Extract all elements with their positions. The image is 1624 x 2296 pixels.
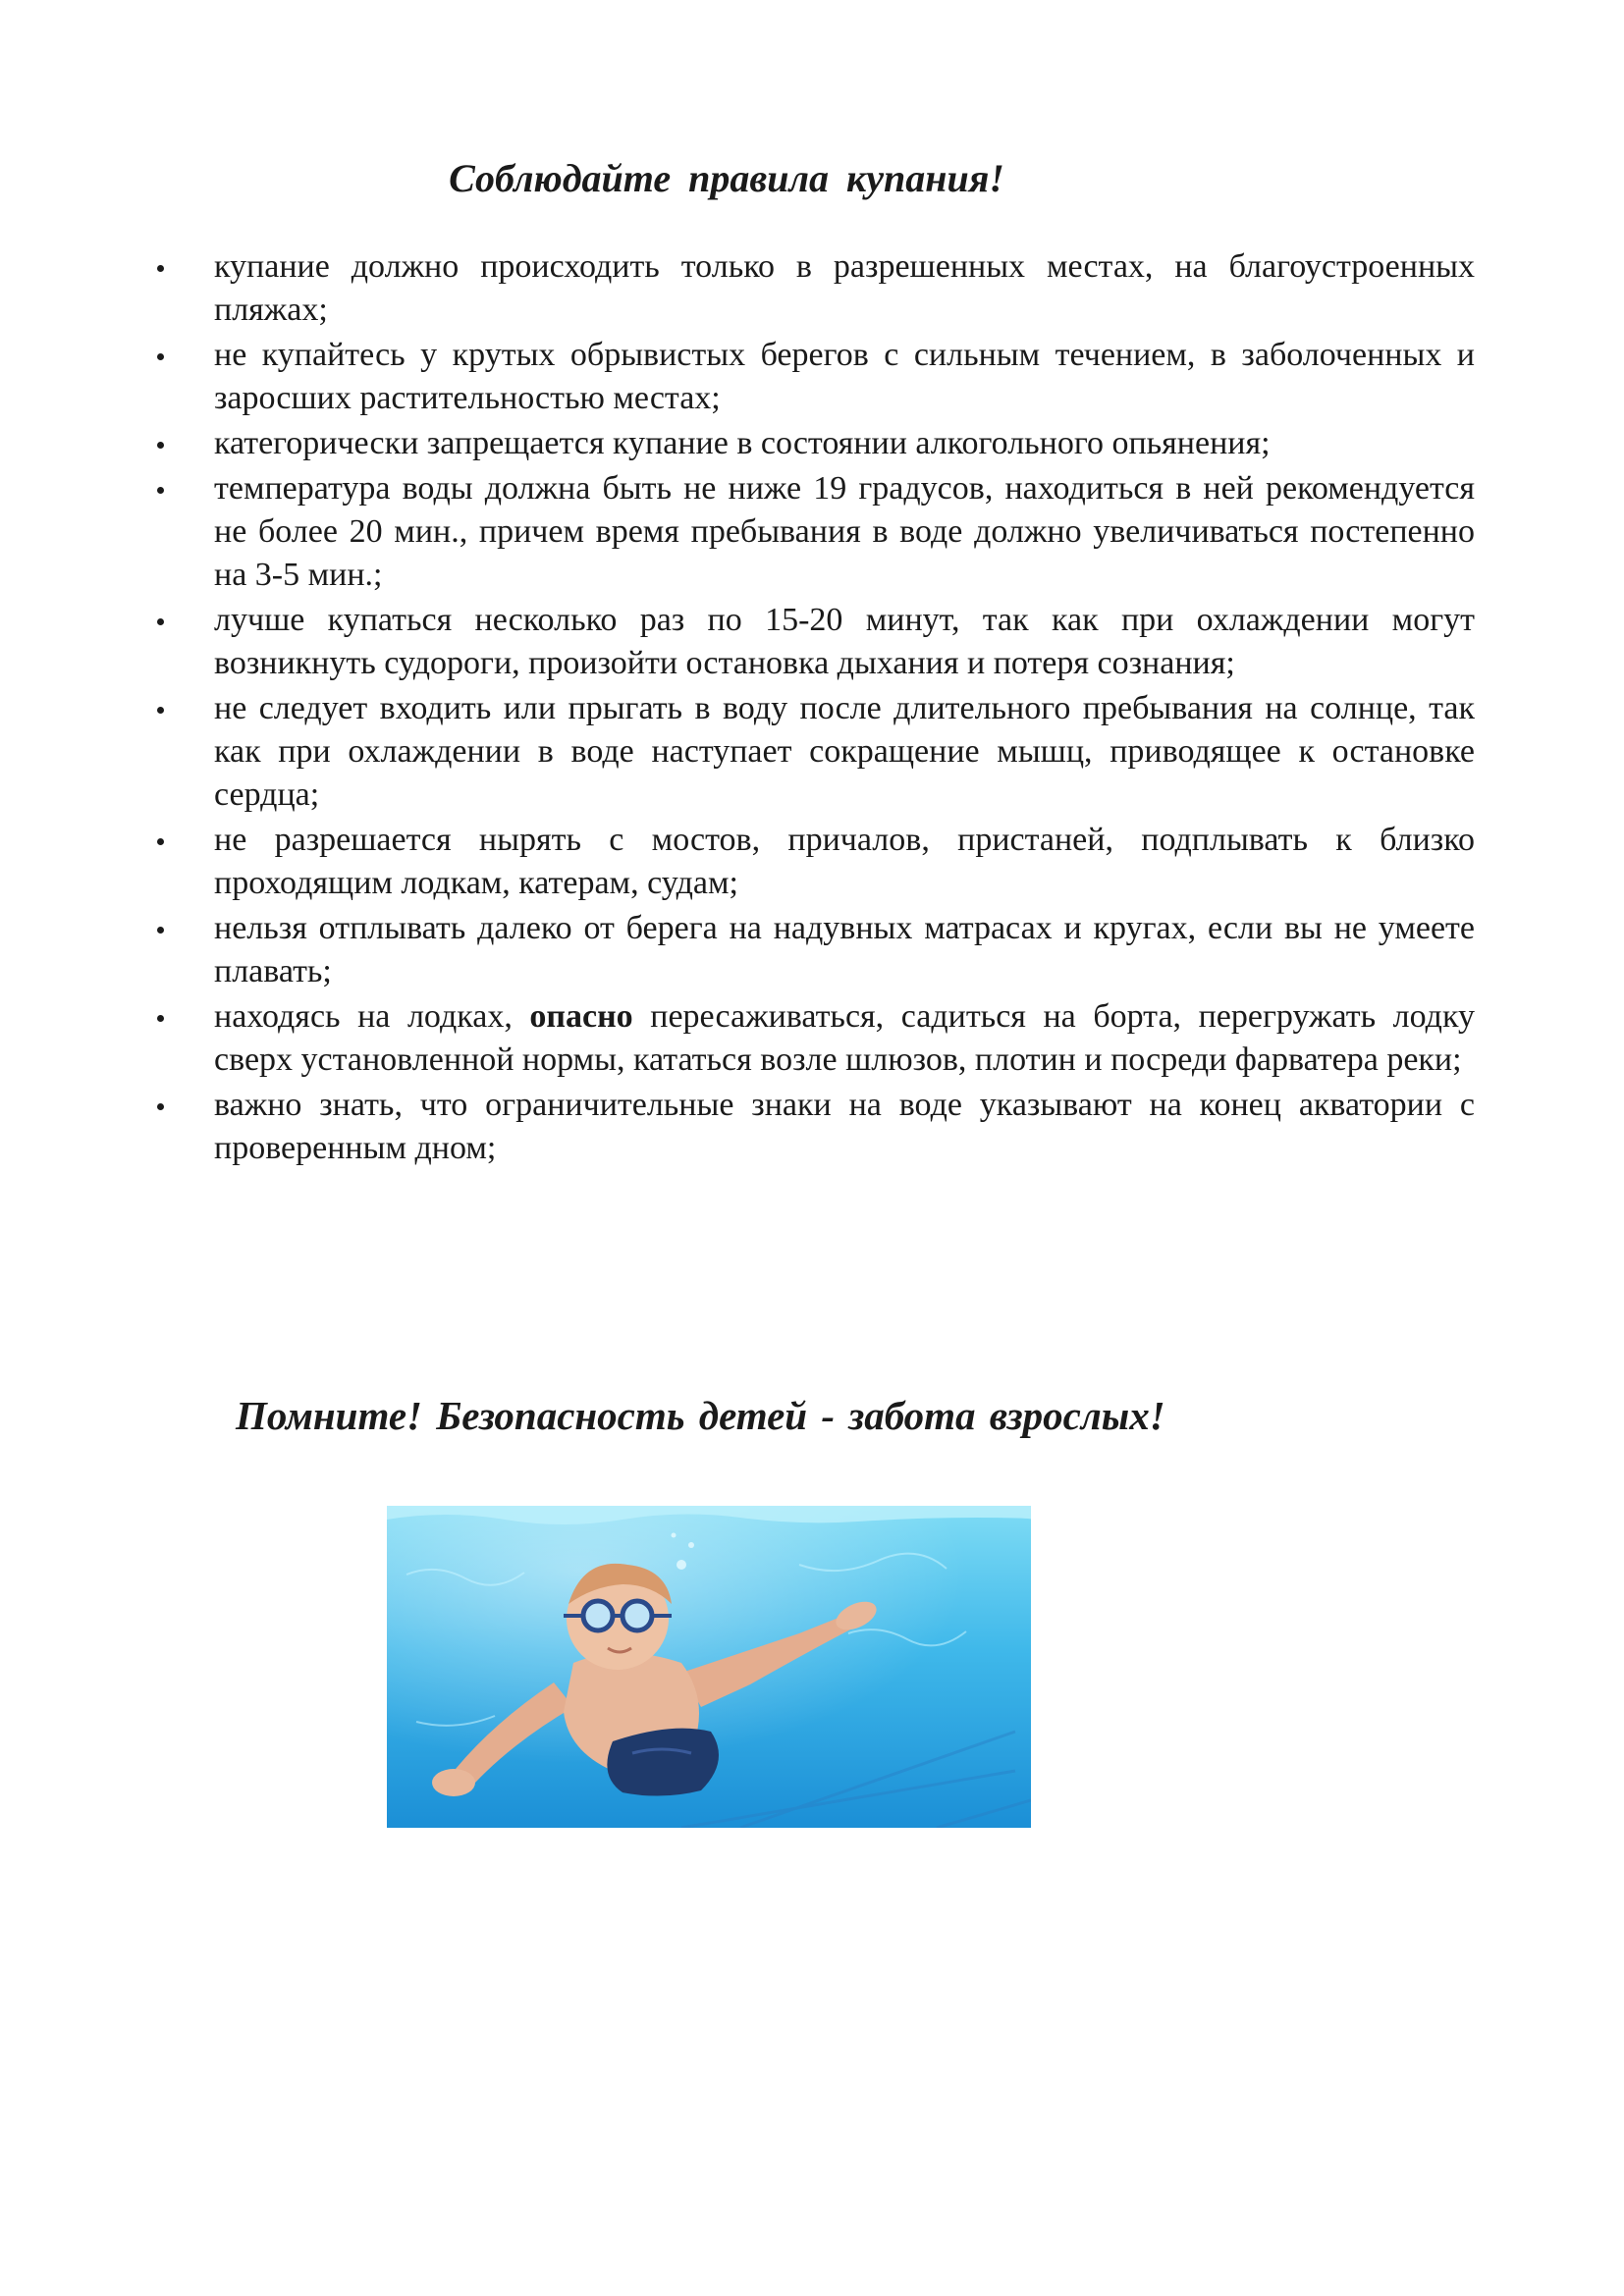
rule-item — [149, 995, 1475, 1082]
closing-slogan: Помните! Безопасность детей - забота взрослых! — [236, 1393, 1165, 1438]
bullet-icon — [157, 265, 164, 272]
bullet-icon — [157, 1103, 164, 1110]
bullet-icon — [157, 353, 164, 360]
bullet-icon — [157, 618, 164, 625]
rule-text — [214, 998, 1475, 1078]
bullet-icon — [157, 707, 164, 714]
rule-text: категорически запрещается купание в состоянии алкогольного опьянения; — [214, 425, 1271, 461]
bullet-icon — [157, 442, 164, 449]
rules-list — [149, 245, 1475, 1172]
rule-text: купание должно происходить только в разрешенных местах, на благоустроенных пляжах; — [214, 248, 1475, 328]
bullet-icon — [157, 1015, 164, 1022]
rule-text: температура воды должна быть не ниже 19 градусов, находиться в ней рекомендуется не более 20 мин., причем время пребывания в воде должно увеличиваться постепенно на 3-5 мин.; — [214, 470, 1475, 593]
rule-text-emphasis: опасно — [529, 998, 633, 1035]
rule-item — [149, 245, 1475, 332]
rule-text-after: пересаживаться, садиться на борта, перегружать лодку сверх установленной нормы, кататься возле шлюзов, плотин и посреди фарватера реки; — [214, 998, 1475, 1078]
rule-text: важно знать, что ограничительные знаки на воде указывают на конец акватории с проверенным дном; — [214, 1087, 1475, 1166]
swimming-child-photo — [387, 1506, 1031, 1828]
rule-text: не разрешается нырять с мостов, причалов, пристаней, подплывать к близко проходящим лодкам, катерам, судам; — [214, 822, 1475, 901]
bullet-icon — [157, 487, 164, 494]
bullet-icon — [157, 927, 164, 934]
rule-item — [149, 819, 1475, 905]
rule-text: не купайтесь у крутых обрывистых берегов с сильным течением, в заболоченных и заросших растительностью местах; — [214, 337, 1475, 416]
rule-item — [149, 422, 1475, 465]
bullet-icon — [157, 838, 164, 845]
page-title: Соблюдайте правила купания! — [449, 156, 1004, 200]
rule-item — [149, 467, 1475, 597]
rule-item — [149, 1084, 1475, 1170]
rule-text: нельзя отплывать далеко от берега на надувных матрасах и кругах, если вы не умеете плавать; — [214, 910, 1475, 989]
rule-item — [149, 907, 1475, 993]
rule-text: лучше купаться несколько раз по 15-20 минут, так как при охлаждении могут возникнуть судороги, произойти остановка дыхания и потеря сознания; — [214, 602, 1475, 681]
rule-text: не следует входить или прыгать в воду после длительного пребывания на солнце, так как при охлаждении в воде наступает сокращение мышц, приводящее к остановке сердца; — [214, 690, 1475, 813]
rule-item — [149, 599, 1475, 685]
rule-text-before: находясь на лодках, — [214, 998, 530, 1035]
rule-item — [149, 334, 1475, 420]
rule-item — [149, 687, 1475, 817]
